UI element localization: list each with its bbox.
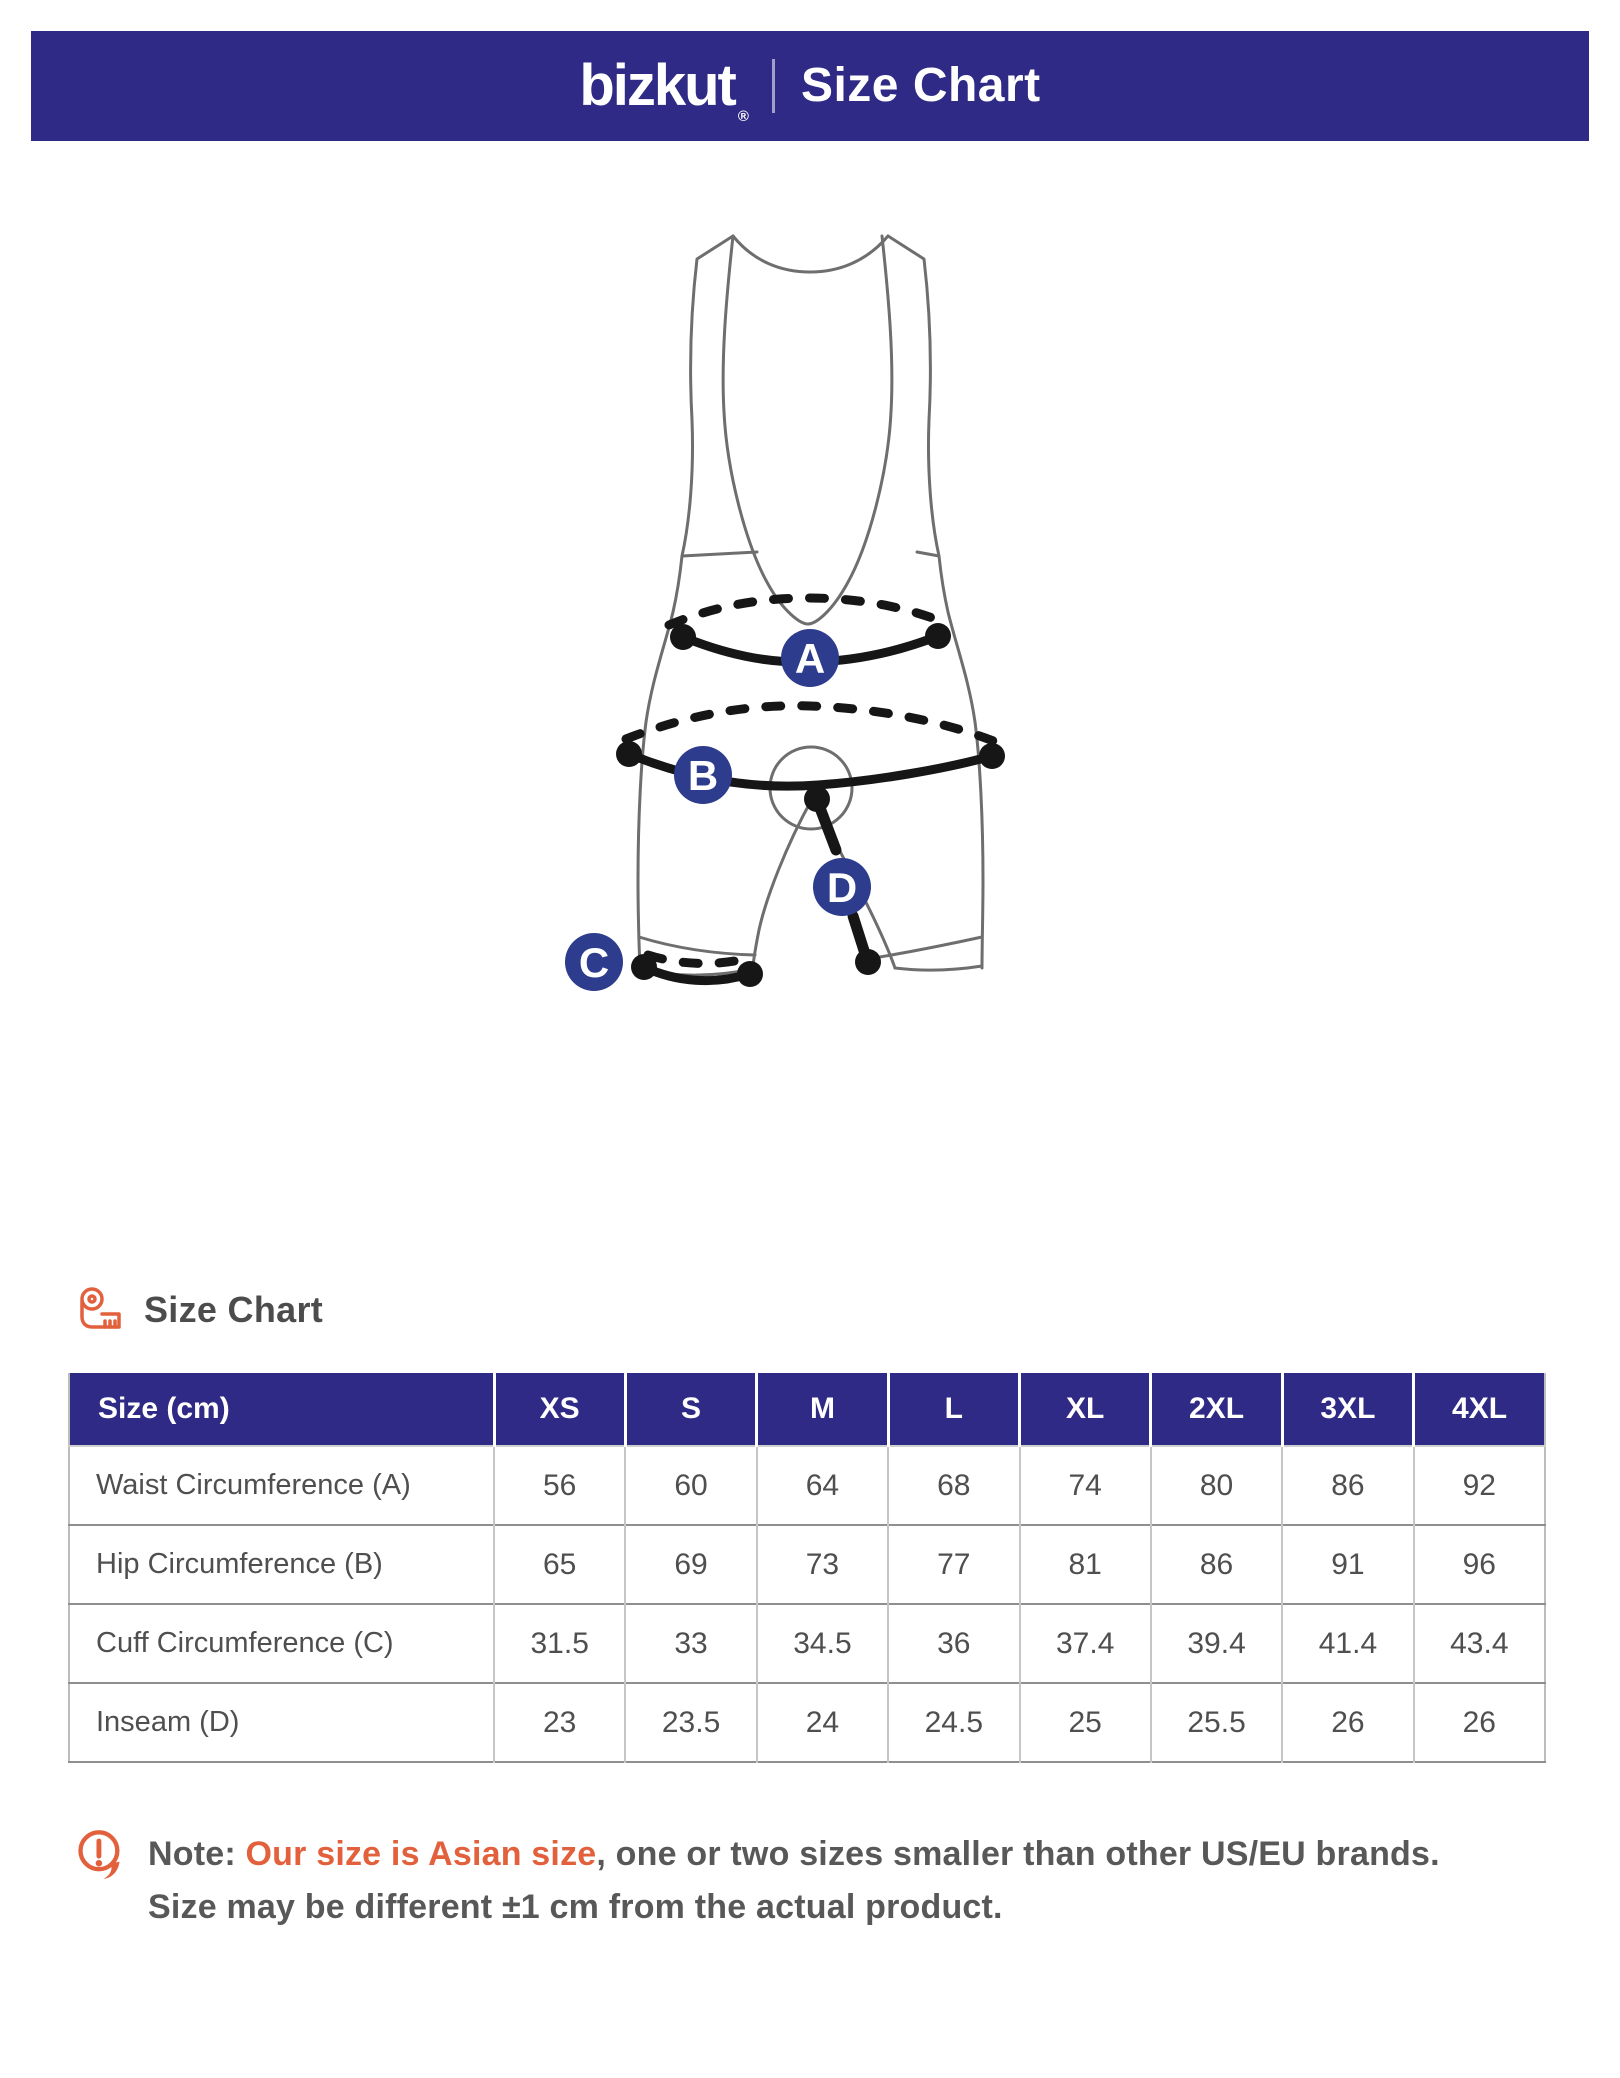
cell-waist-m: 64	[757, 1446, 888, 1525]
cell-hip-xs: 65	[494, 1525, 625, 1604]
note-highlight: Our size is Asian size	[245, 1835, 597, 1873]
cell-inseam-xl: 25	[1020, 1683, 1151, 1762]
cell-hip-m: 73	[757, 1525, 888, 1604]
cell-cuff-4xl: 43.4	[1414, 1604, 1545, 1683]
banner-divider	[772, 59, 775, 113]
cell-inseam-4xl: 26	[1414, 1683, 1545, 1762]
cuff-measure-line	[631, 954, 763, 987]
note-text	[148, 1828, 1528, 1933]
cell-cuff-2xl: 39.4	[1151, 1604, 1282, 1683]
cell-hip-2xl: 86	[1151, 1525, 1282, 1604]
note-block	[74, 1828, 1528, 1933]
cell-waist-3xl: 86	[1282, 1446, 1413, 1525]
size-table	[68, 1373, 1546, 1763]
brand-logo	[579, 53, 749, 125]
table-row-hip	[69, 1525, 1545, 1604]
cell-inseam-2xl: 25.5	[1151, 1683, 1282, 1762]
banner-title: Size Chart	[800, 59, 1041, 112]
cell-waist-l: 68	[888, 1446, 1019, 1525]
cell-cuff-xl: 37.4	[1020, 1604, 1151, 1683]
marker-a-letter: A	[794, 635, 826, 682]
marker-b	[674, 746, 732, 804]
exclamation-bubble-icon	[74, 1828, 126, 1880]
col-header-4xl: 4XL	[1414, 1373, 1545, 1446]
size-chart-section-heading	[76, 1286, 323, 1334]
table-row-waist	[69, 1446, 1545, 1525]
size-table-header	[69, 1373, 1545, 1446]
cell-cuff-xs: 31.5	[494, 1604, 625, 1683]
cell-hip-xl: 81	[1020, 1525, 1151, 1604]
col-header-l: L	[888, 1373, 1019, 1446]
marker-c	[565, 933, 623, 991]
cell-waist-4xl: 92	[1414, 1446, 1545, 1525]
col-header-xl: XL	[1020, 1373, 1151, 1446]
cell-inseam-s: 23.5	[625, 1683, 756, 1762]
brand-name: bizkut	[579, 53, 735, 118]
col-header-s: S	[625, 1373, 756, 1446]
note-rest: , one or two sizes smaller than other US/EU brands.	[596, 1835, 1440, 1873]
marker-d	[813, 858, 871, 916]
row-label-hip: Hip Circumference (B)	[69, 1525, 494, 1604]
cell-hip-s: 69	[625, 1525, 756, 1604]
cell-waist-xs: 56	[494, 1446, 625, 1525]
cell-hip-l: 77	[888, 1525, 1019, 1604]
marker-c-letter: C	[578, 939, 610, 986]
row-label-cuff: Cuff Circumference (C)	[69, 1604, 494, 1683]
col-header-3xl: 3XL	[1282, 1373, 1413, 1446]
section-title: Size Chart	[144, 1289, 324, 1330]
header-banner	[31, 31, 1589, 141]
cell-cuff-m: 34.5	[757, 1604, 888, 1683]
cell-hip-3xl: 91	[1282, 1525, 1413, 1604]
cell-waist-s: 60	[625, 1446, 756, 1525]
col-header-size: Size (cm)	[69, 1373, 494, 1446]
note-line2: Size may be different ±1 cm from the actual product.	[148, 1887, 1003, 1926]
cell-cuff-l: 36	[888, 1604, 1019, 1683]
cell-inseam-3xl: 26	[1282, 1683, 1413, 1762]
cell-cuff-s: 33	[625, 1604, 756, 1683]
note-prefix: Note:	[148, 1835, 246, 1873]
cell-inseam-l: 24.5	[888, 1683, 1019, 1762]
row-label-waist: Waist Circumference (A)	[69, 1446, 494, 1525]
col-header-xs: XS	[494, 1373, 625, 1446]
cell-inseam-xs: 23	[494, 1683, 625, 1762]
bib-shorts-diagram	[540, 170, 1110, 1180]
marker-a	[781, 629, 839, 687]
row-label-inseam: Inseam (D)	[69, 1683, 494, 1762]
col-header-2xl: 2XL	[1151, 1373, 1282, 1446]
marker-b-letter: B	[687, 752, 719, 799]
cell-hip-4xl: 96	[1414, 1525, 1545, 1604]
cell-waist-2xl: 80	[1151, 1446, 1282, 1525]
registered-mark: ®	[737, 108, 749, 125]
garment-outline	[638, 236, 983, 975]
cell-waist-xl: 74	[1020, 1446, 1151, 1525]
cell-inseam-m: 24	[757, 1683, 888, 1762]
table-row-inseam	[69, 1683, 1545, 1762]
marker-d-letter: D	[826, 864, 858, 911]
table-row-cuff	[69, 1604, 1545, 1683]
col-header-m: M	[757, 1373, 888, 1446]
cell-cuff-3xl: 41.4	[1282, 1604, 1413, 1683]
measuring-tape-icon	[76, 1286, 124, 1334]
